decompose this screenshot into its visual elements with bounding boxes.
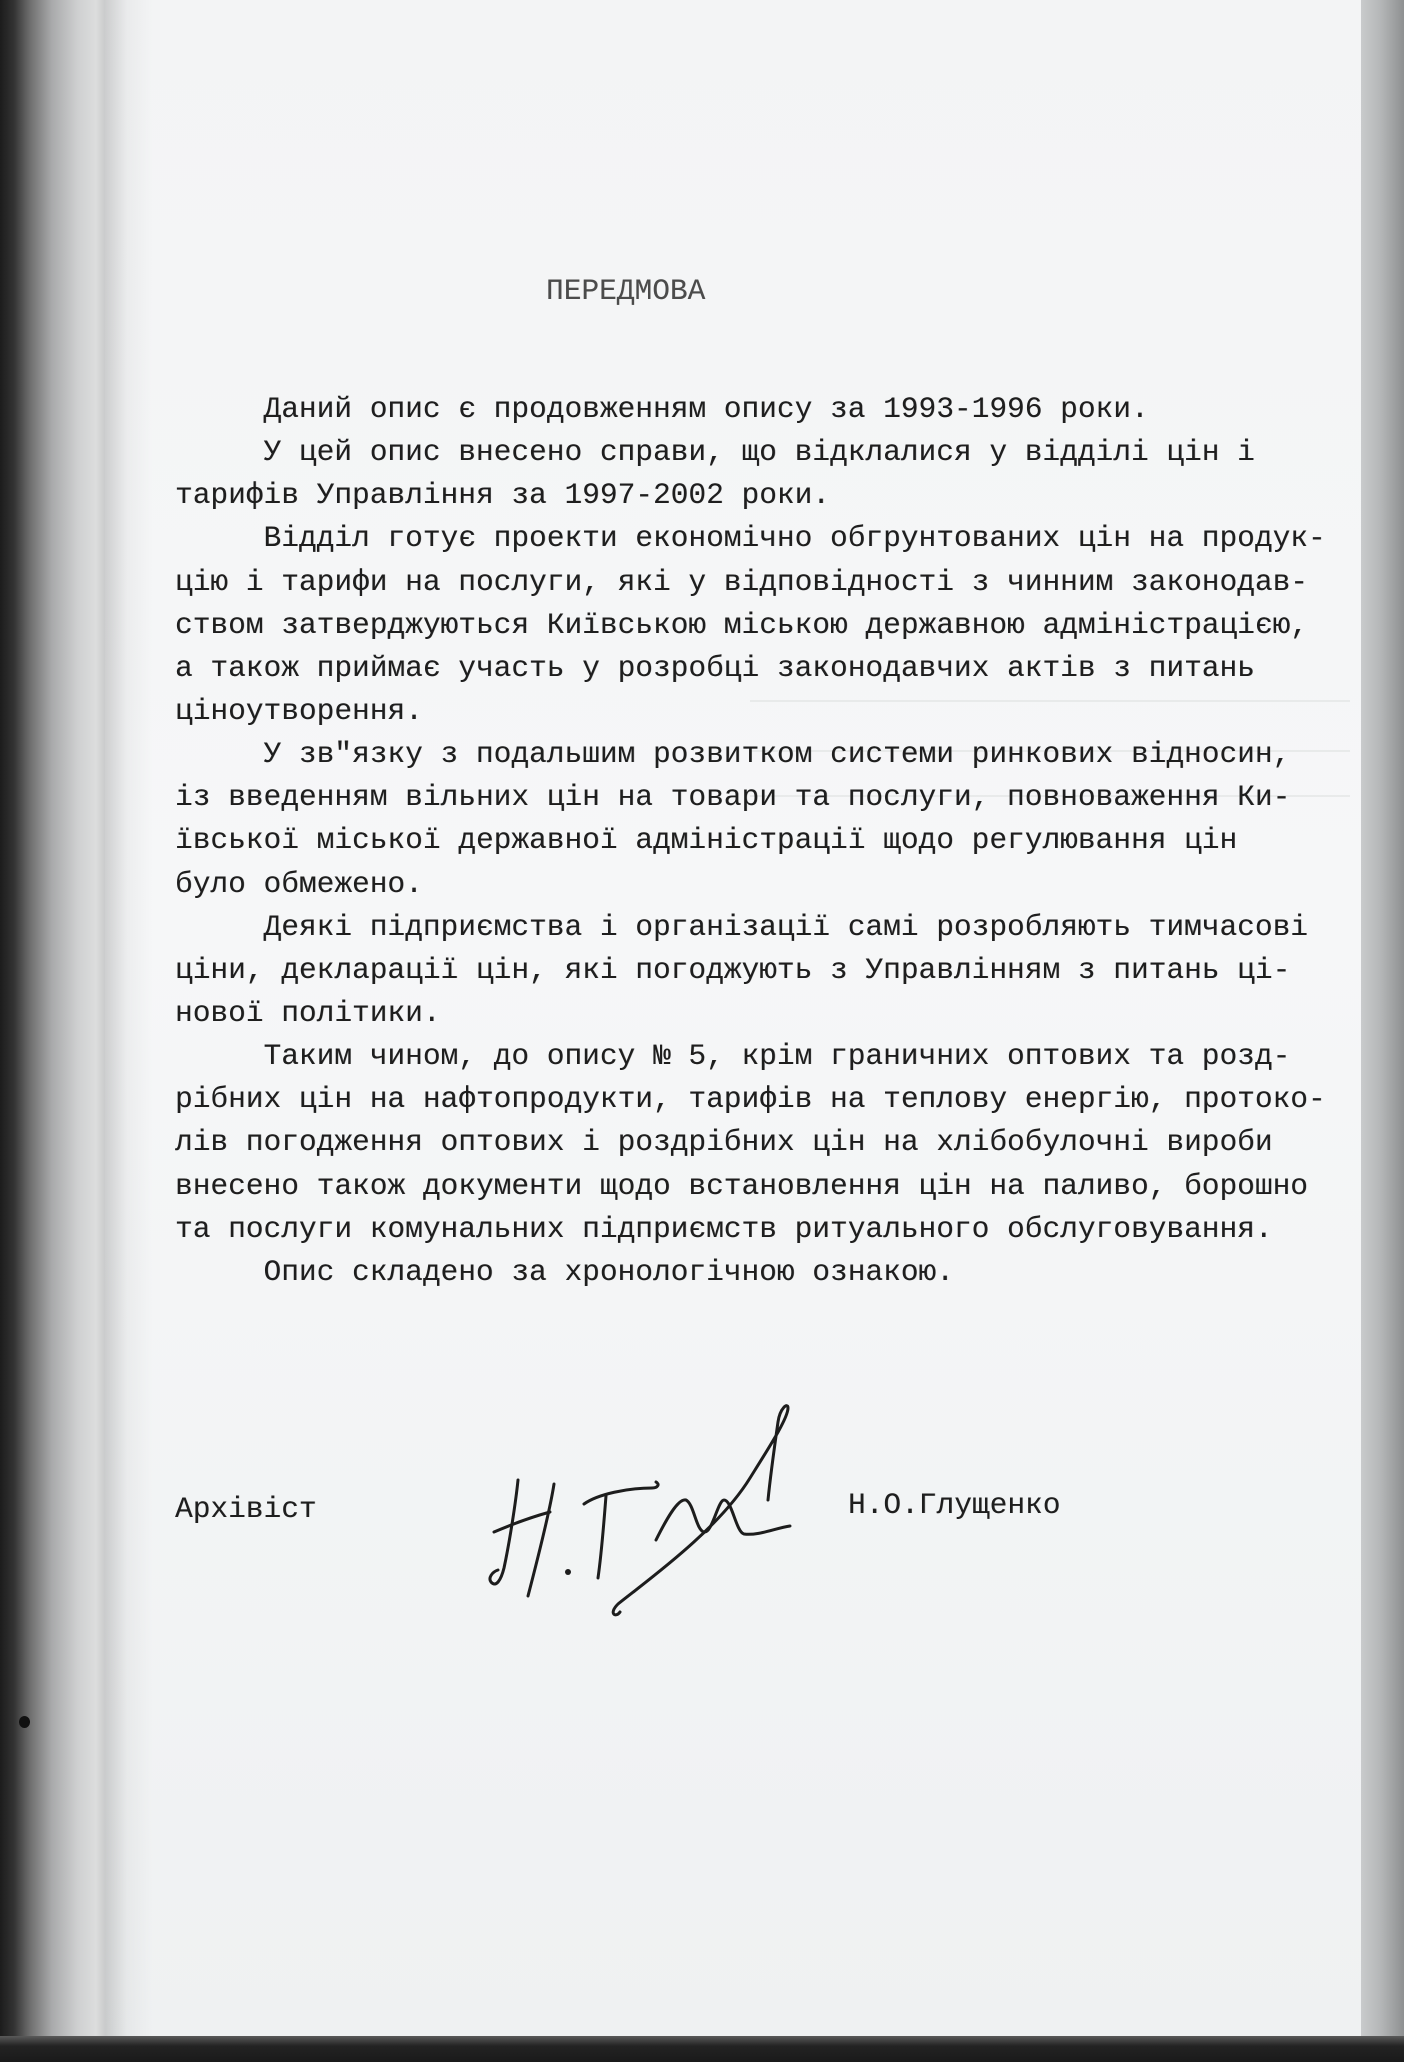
text-line: лів погодження оптових і роздрібних цін на хлібобулочні вироби: [175, 1125, 1273, 1160]
paragraph-2: [175, 431, 1355, 517]
paragraph-7: [175, 1251, 1355, 1294]
page-bottom-edge: [0, 2036, 1404, 2062]
text-line: Відділ готує проекти економічно обгрунтованих цін на продук-: [263, 521, 1326, 556]
paragraph-3: [175, 517, 1355, 733]
text-line: нової політики.: [175, 995, 441, 1030]
text-line: тарифів Управління за 1997-2002 роки.: [175, 478, 831, 513]
document-page: [105, 0, 1361, 2036]
text-line: Таким чином, до опису № 5, крім граничних оптових та розд-: [263, 1039, 1291, 1074]
text-line: було обмежено.: [175, 866, 423, 901]
document-body: [175, 388, 1355, 1294]
book-binding-edge: [0, 0, 108, 2062]
text-line: ціноутворення.: [175, 693, 423, 728]
text-line: та послуги комунальних підприємств ритуального обслуговування.: [175, 1211, 1273, 1246]
text-line: У цей опис внесено справи, що відклалися у відділі цін і: [263, 435, 1255, 470]
text-line: а також приймає участь у розробці законодавчих актів з питань: [175, 650, 1255, 685]
text-line: Деякі підприємства і організації самі розробляють тимчасові: [263, 909, 1308, 944]
signatory-name: Н.О.Глущенко: [848, 1488, 1061, 1522]
paragraph-1: [175, 388, 1355, 431]
text-line: внесено також документи щодо встановлення цін на паливо, борошно: [175, 1168, 1308, 1203]
paragraph-6: [175, 1035, 1355, 1251]
paragraph-4: [175, 733, 1355, 906]
text-line: ціни, декларації цін, які погоджують з Управлінням з питань ці-: [175, 952, 1291, 987]
text-line: Опис складено за хронологічною ознакою.: [263, 1254, 954, 1289]
handwritten-signature: [488, 1400, 808, 1622]
binding-dot: [19, 1716, 30, 1728]
text-line: із введенням вільних цін на товари та послуги, повноваження Ки-: [175, 780, 1291, 815]
text-line: цію і тарифи на послуги, які у відповідності з чинним законодав-: [175, 564, 1308, 599]
text-line: ївської міської державної адміністрації щодо регулювання цін: [175, 823, 1238, 858]
text-line: У зв"язку з подальшим розвитком системи ринкових відносин,: [263, 737, 1291, 772]
text-line: Даний опис є продовженням опису за 1993-1996 роки.: [263, 392, 1149, 426]
text-line: ством затверджуються Київською міською державною адміністрацією,: [175, 607, 1308, 642]
page-right-edge: [1361, 0, 1404, 2062]
page-title: ПЕРЕДМОВА: [546, 274, 706, 308]
signatory-role: Архівіст: [175, 1492, 317, 1526]
text-line: рібних цін на нафтопродукти, тарифів на теплову енергію, протоко-: [175, 1082, 1326, 1117]
paragraph-5: [175, 906, 1355, 1035]
